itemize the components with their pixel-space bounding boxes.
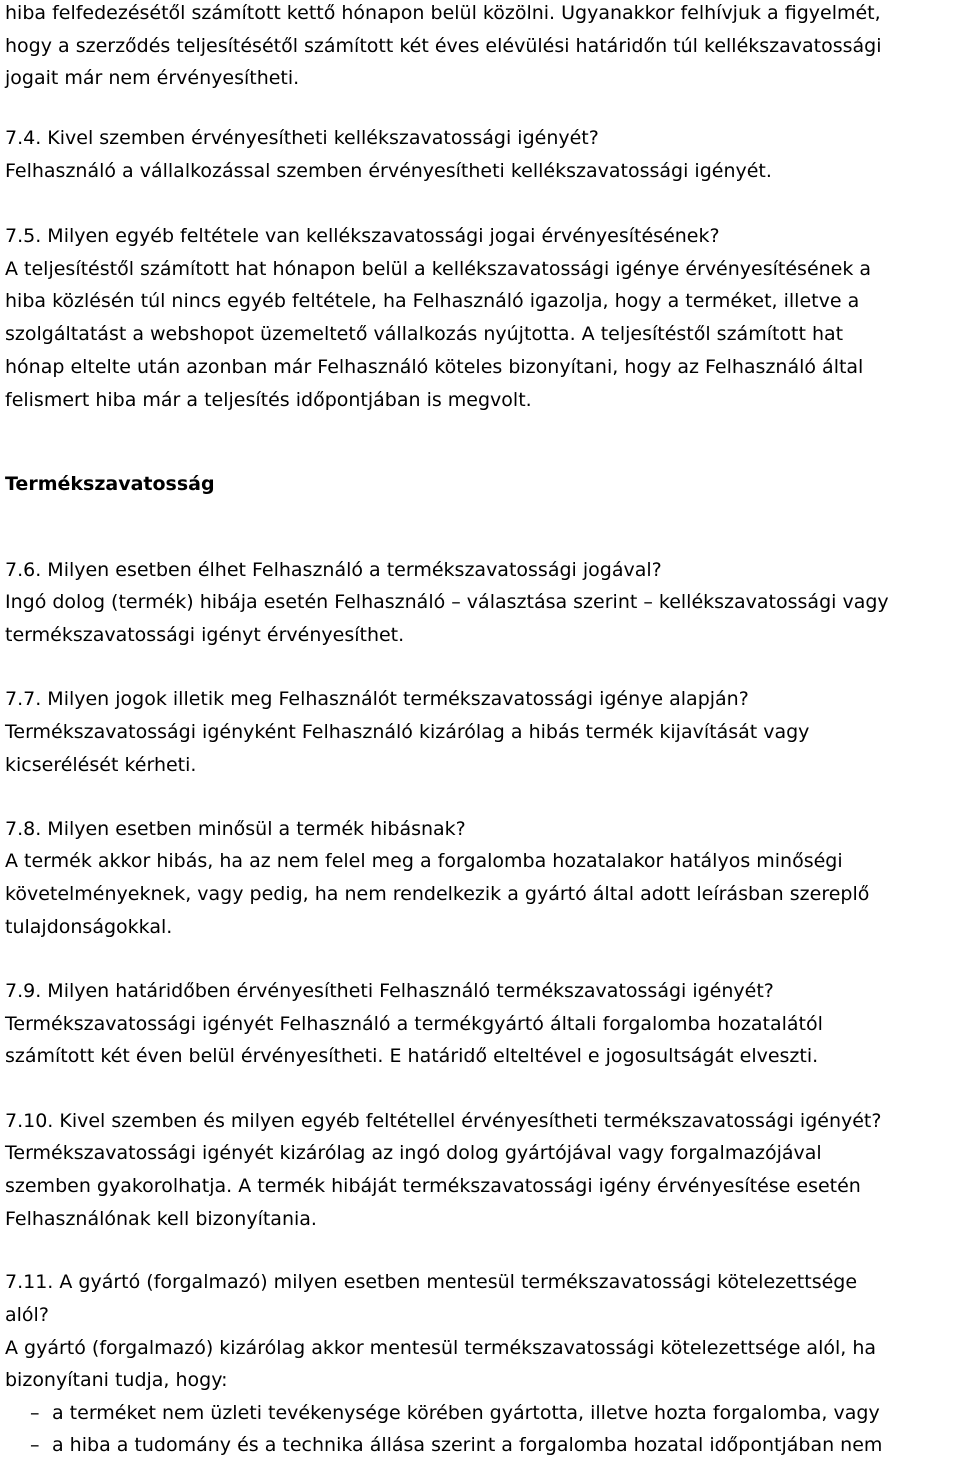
bullet-dash: –: [30, 1402, 40, 1424]
answer-7-4-line-1: Felhasználó a vállalkozással szemben érvényesítheti kellékszavatossági igényét.: [5, 160, 772, 182]
question-7-11-line-2: alól?: [5, 1304, 49, 1326]
question-7-10: 7.10. Kivel szemben és milyen egyéb feltétellel érvényesítheti termékszavatossági igényét?: [5, 1110, 882, 1132]
section-heading: Termékszavatosság: [5, 473, 215, 495]
answer-7-8-line-1: A termék akkor hibás, ha az nem felel meg a forgalomba hozatalakor hatályos minőségi: [5, 850, 843, 872]
question-7-6: 7.6. Milyen esetben élhet Felhasználó a termékszavatossági jogával?: [5, 559, 662, 581]
question-7-7: 7.7. Milyen jogok illetik meg Felhasználót termékszavatossági igénye alapján?: [5, 688, 749, 710]
answer-7-6-line-2: termékszavatossági igényt érvényesíthet.: [5, 624, 405, 646]
intro-line-3: jogait már nem érvényesítheti.: [5, 67, 300, 89]
question-7-4: 7.4. Kivel szemben érvényesítheti kellékszavatossági igényét?: [5, 127, 599, 149]
bullet-item-2: a hiba a tudomány és a technika állása szerint a forgalomba hozatal időpontjában nem: [52, 1434, 883, 1456]
answer-7-5-line-3: szolgáltatást a webshopot üzemeltető vállalkozás nyújtotta. A teljesítéstől számított hat: [5, 323, 844, 345]
bullet-item-1: a terméket nem üzleti tevékenysége körében gyártotta, illetve hozta forgalomba, vagy: [52, 1402, 880, 1424]
answer-7-6-line-1: Ingó dolog (termék) hibája esetén Felhasználó – választása szerint – kellékszavatossági vagy: [5, 591, 889, 613]
answer-7-9-line-1: Termékszavatossági igényét Felhasználó a termékgyártó általi forgalomba hozatalától: [5, 1013, 823, 1035]
answer-7-8-line-2: követelményeknek, vagy pedig, ha nem rendelkezik a gyártó által adott leírásban szereplő: [5, 883, 870, 905]
question-7-9: 7.9. Milyen határidőben érvényesítheti Felhasználó termékszavatossági igényét?: [5, 980, 774, 1002]
bullet-dash: –: [30, 1434, 40, 1456]
answer-7-7-line-1: Termékszavatossági igényként Felhasználó kizárólag a hibás termék kijavítását vagy: [5, 721, 810, 743]
answer-7-7-line-2: kicserélését kérheti.: [5, 754, 197, 776]
answer-7-5-line-1: A teljesítéstől számított hat hónapon belül a kellékszavatossági igénye érvényesítésének a: [5, 258, 872, 280]
question-7-5: 7.5. Milyen egyéb feltétele van kellékszavatossági jogai érvényesítésének?: [5, 225, 720, 247]
answer-7-5-line-2: hiba közlésén túl nincs egyéb feltétele, ha Felhasználó igazolja, hogy a terméket, illetve a: [5, 290, 860, 312]
intro-line-1: hiba felfedezésétől számított kettő hónapon belül közölni. Ugyanakkor felhívjuk a figyelmét,: [5, 2, 881, 24]
answer-7-10-line-2: szemben gyakorolhatja. A termék hibáját termékszavatossági igény érvényesítése esetén: [5, 1175, 861, 1197]
answer-7-9-line-2: számított két éven belül érvényesítheti. E határidő elteltével e jogosultságát elveszti.: [5, 1045, 819, 1067]
question-7-8: 7.8. Milyen esetben minősül a termék hibásnak?: [5, 818, 466, 840]
answer-7-11-line-2: bizonyítani tudja, hogy:: [5, 1369, 228, 1391]
answer-7-11-line-1: A gyártó (forgalmazó) kizárólag akkor mentesül termékszavatossági kötelezettsége alól, ha: [5, 1337, 877, 1359]
answer-7-10-line-3: Felhasználónak kell bizonyítania.: [5, 1208, 317, 1230]
intro-line-2: hogy a szerződés teljesítésétől számított két éves elévülési határidőn túl kellékszavatossági: [5, 35, 882, 57]
answer-7-5-line-5: felismert hiba már a teljesítés időpontjában is megvolt.: [5, 389, 532, 411]
answer-7-8-line-3: tulajdonságokkal.: [5, 916, 173, 938]
answer-7-5-line-4: hónap eltelte után azonban már Felhasználó köteles bizonyítani, hogy az Felhasználó által: [5, 356, 864, 378]
question-7-11-line-1: 7.11. A gyártó (forgalmazó) milyen esetben mentesül termékszavatossági kötelezettsége: [5, 1271, 858, 1293]
answer-7-10-line-1: Termékszavatossági igényét kizárólag az ingó dolog gyártójával vagy forgalmazójával: [5, 1142, 822, 1164]
